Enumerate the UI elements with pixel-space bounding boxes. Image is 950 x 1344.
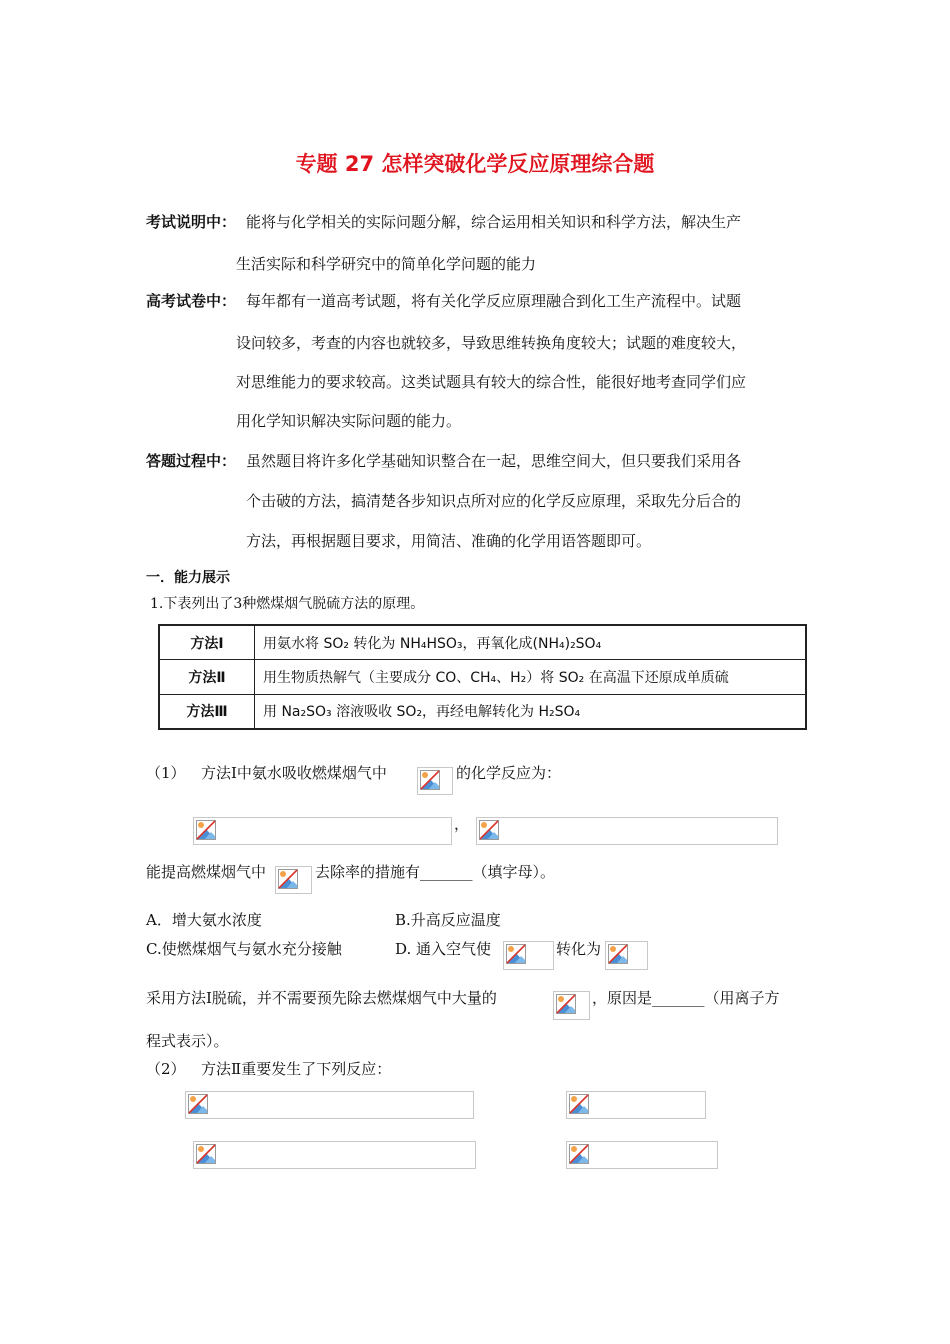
option-d-text: 转化为 [556,940,602,958]
broken-image-icon [566,1141,718,1169]
intro-text-line: 设问较多，考查的内容也就较多，导致思维转换角度较大；试题的难度较大， [236,334,747,352]
option-c: C.使燃煤烟气与氨水充分接触 [146,940,342,958]
question-text: 去除率的措施有_______（填字母）。 [315,863,556,881]
broken-image-icon [275,866,312,894]
comma-separator: ， [454,815,470,833]
intro-text-line: 个击破的方法，搞清楚各步知识点所对应的化学反应原理，采取先分后合的 [246,492,742,510]
intro-label-answer: 答题过程中： [146,452,237,470]
table-row [159,694,806,729]
question-number: （1） [146,764,186,782]
intro-label-paper: 高考试卷中： [146,292,237,310]
broken-image-icon [566,1091,706,1119]
intro-text-line: 对思维能力的要求较高。这类试题具有较大的综合性，能很好地考查同学们应 [236,373,747,391]
page-title: 专题 27 怎样突破化学反应原理综合题 [295,152,655,176]
method-description: 用生物质热解气（主要成分 CO、CH₄、H₂）将 SO₂ 在高温下还原成单质硫 [255,660,807,694]
broken-image-icon [185,1091,474,1119]
method-name: 方法Ⅲ [159,694,255,729]
option-d: D. 通入空气使 [395,940,492,958]
intro-text-line: 虽然题目将许多化学基础知识整合在一起，思维空间大，但只要我们采用各 [246,452,742,470]
broken-image-icon [193,817,452,845]
method-name: 方法Ⅱ [159,660,255,694]
intro-text-line: 用化学知识解决实际问题的能力。 [236,412,462,430]
intro-text-line: 能将与化学相关的实际问题分解，综合运用相关知识和科学方法，解决生产 [246,213,742,231]
method-description: 用氨水将 SO₂ 转化为 NH₄HSO₃，再氧化成(NH₄)₂SO₄ [255,625,807,660]
section-heading: 一．能力展示 [146,570,230,586]
question-text: 采用方法Ⅰ脱硫，并不需要预先除去燃煤烟气中大量的 [146,989,497,1007]
broken-image-icon [553,991,590,1020]
broken-image-icon [605,941,648,970]
question-text: ，原因是_______（用离子方 [592,989,780,1007]
table-row [159,660,806,694]
intro-text-line: 生活实际和科学研究中的简单化学问题的能力 [236,255,537,273]
broken-image-icon [417,767,453,795]
broken-image-icon [476,817,778,845]
intro-text-line: 每年都有一道高考试题，将有关化学反应原理融合到化工生产流程中。试题 [246,292,742,310]
question-number: （2） [146,1060,186,1078]
option-a: A．增大氨水浓度 [146,911,262,929]
question-text: 方法Ⅱ重要发生了下列反应： [201,1060,392,1078]
method-description: 用 Na₂SO₃ 溶液吸收 SO₂，再经电解转化为 H₂SO₄ [255,694,807,729]
question-text: 的化学反应为： [456,764,562,782]
option-b: B.升高反应温度 [395,911,501,929]
question-text: 能提高燃煤烟气中 [146,863,267,881]
broken-image-icon [503,941,554,970]
broken-image-icon [193,1141,476,1169]
method-name: 方法Ⅰ [159,625,255,660]
question-text: 方法Ⅰ中氨水吸收燃煤烟气中 [201,764,387,782]
table-row [159,625,806,660]
methods-table [158,624,807,730]
intro-label-exam: 考试说明中： [146,213,237,231]
question-text: 程式表示）。 [146,1032,229,1050]
intro-text-line: 方法，再根据题目要求，用简洁、准确的化学用语答题即可。 [246,532,652,550]
question-1-intro: 1.下表列出了3种燃煤烟气脱硫方法的原理。 [150,596,425,612]
